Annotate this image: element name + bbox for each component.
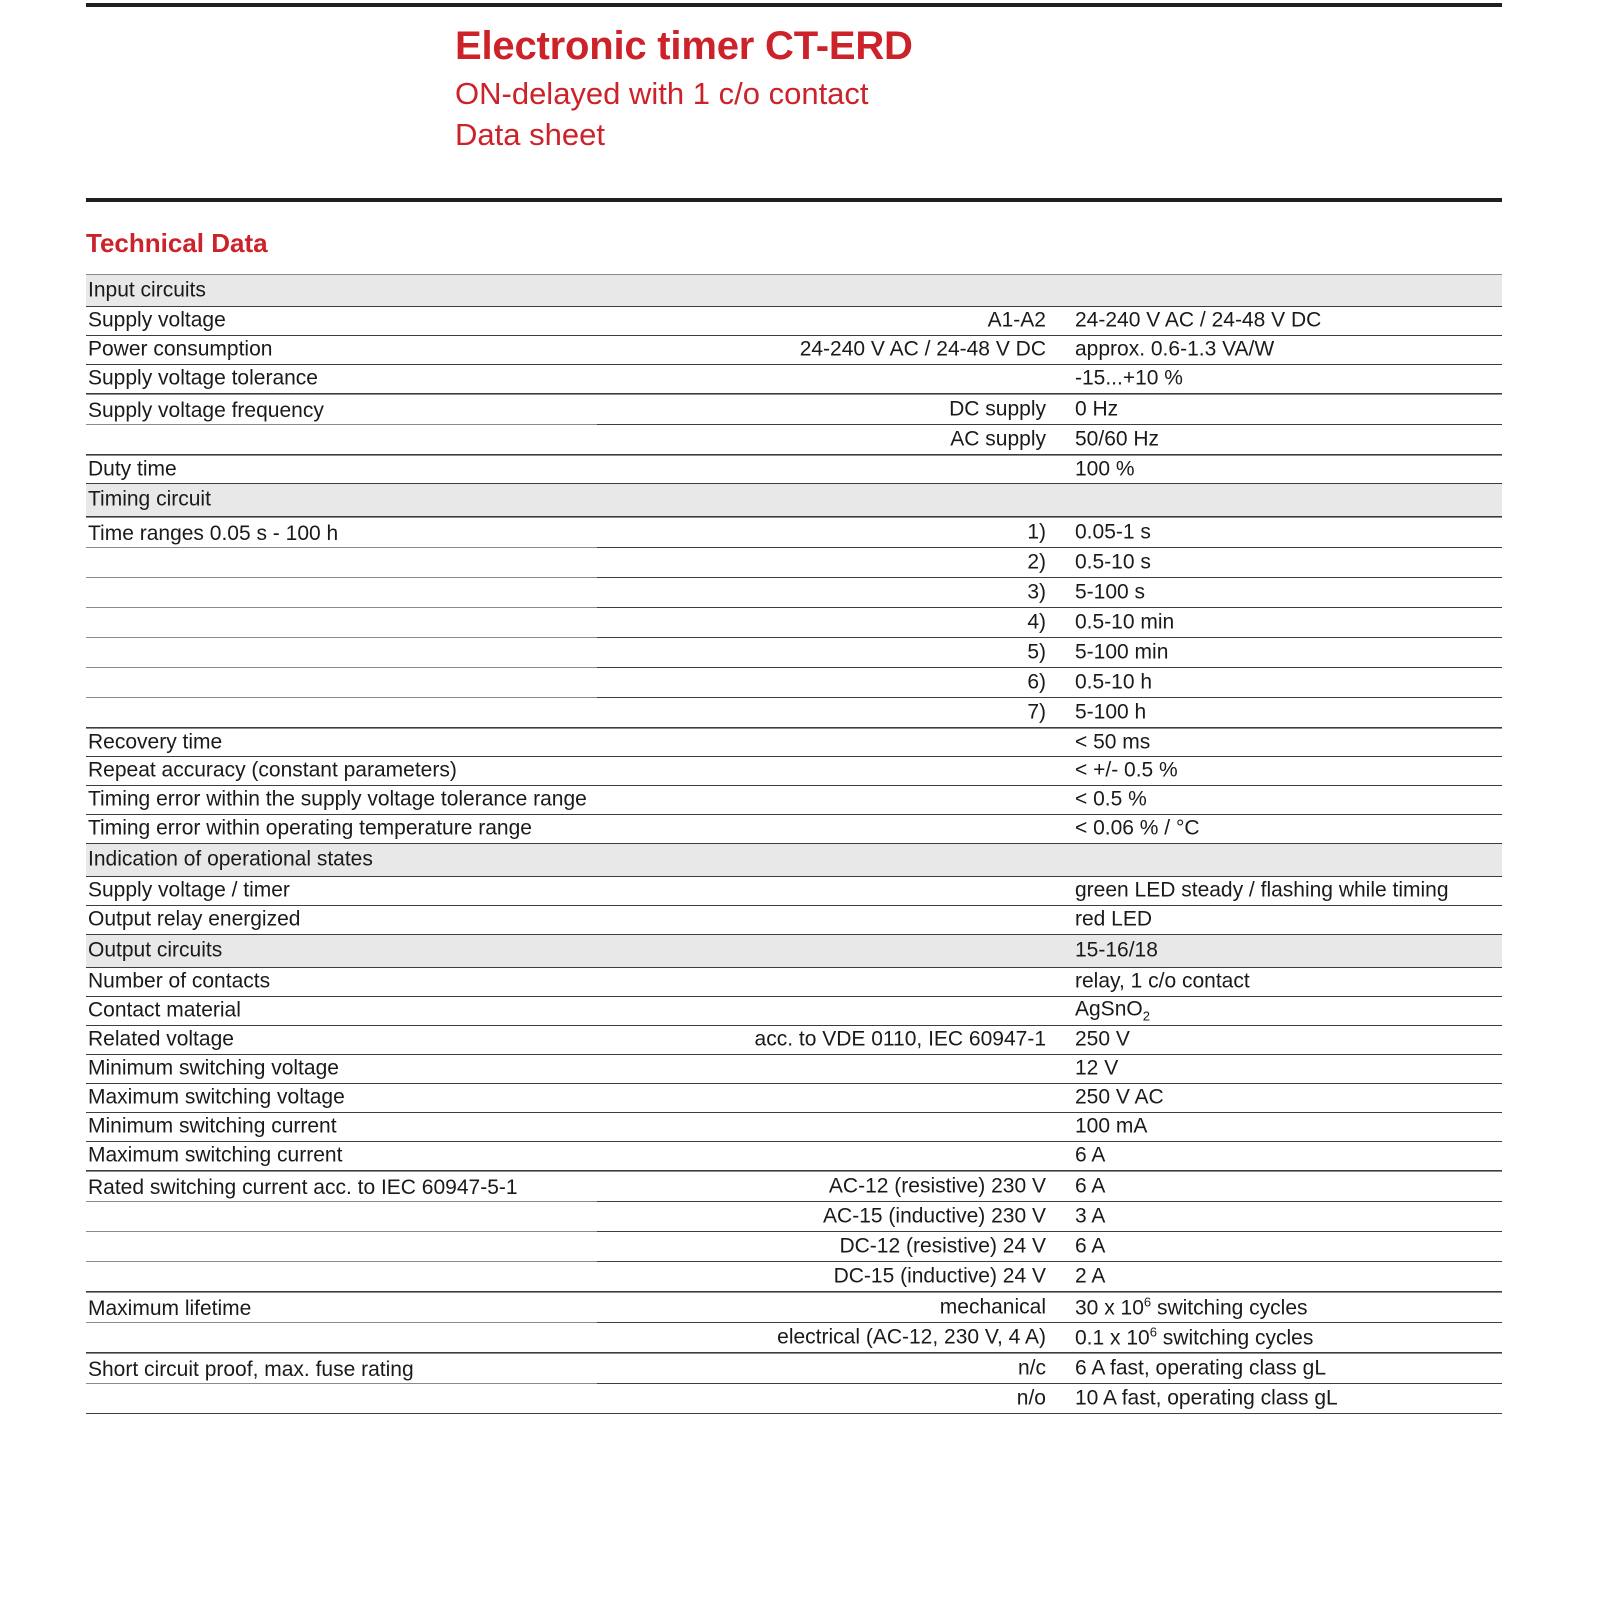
row-qualifier: DC-15 (inductive) 24 V [833, 1264, 1046, 1288]
row-value: 2 A [1075, 1264, 1106, 1288]
table-subrow [86, 1383, 1502, 1413]
row-label: Repeat accuracy (constant parameters) [88, 758, 457, 782]
row-value: 100 % [1075, 457, 1135, 481]
row-qualifier: DC supply [949, 397, 1046, 421]
row-label: Timing error within the supply voltage tolerance range [88, 787, 587, 811]
row-value: 0.1 x $10^6$ switching cycles [1075, 1323, 1314, 1349]
row-qualifier: acc. to VDE 0110, IEC 60947-1 [754, 1027, 1046, 1051]
group-header-label: Indication of operational states [88, 847, 373, 871]
row-value: approx. 0.6-1.3 VA/W [1075, 337, 1275, 361]
table-group-header [86, 484, 1502, 517]
row-value: 12 V [1075, 1056, 1119, 1080]
row-label: Supply voltage frequency [88, 399, 324, 422]
table-subrow [86, 1172, 1502, 1201]
row-label: Supply voltage [88, 308, 226, 332]
table-row [86, 307, 1502, 336]
row-qualifier: 5) [1027, 640, 1046, 664]
table-row [86, 728, 1502, 757]
section-heading-technical-data: Technical Data [86, 228, 268, 258]
row-value: 50/60 Hz [1075, 427, 1160, 451]
table-subrow [86, 395, 1502, 424]
row-qualifier: DC-12 (resistive) 24 V [839, 1234, 1046, 1258]
row-qualifier: 3) [1027, 580, 1046, 604]
group-header-value: 15-16/18 [1075, 938, 1158, 962]
row-value: 0.5-10 min [1075, 610, 1175, 634]
table-row [86, 1026, 1502, 1055]
row-label: Supply voltage / timer [88, 878, 290, 902]
table-row [86, 517, 1502, 728]
header-divider-rule [86, 198, 1502, 202]
row-value: 6 A [1075, 1143, 1106, 1167]
row-label: Maximum switching current [88, 1143, 343, 1167]
row-value: 10 A fast, operating class gL [1075, 1386, 1338, 1410]
row-value: 0.5-10 s [1075, 550, 1151, 574]
table-row [86, 786, 1502, 815]
row-label: Recovery time [88, 730, 223, 754]
table-subrow [86, 577, 1502, 607]
row-value: 250 V [1075, 1027, 1130, 1051]
row-value: 5-100 min [1075, 640, 1169, 664]
row-qualifier: 1) [1027, 520, 1046, 544]
table-row [86, 757, 1502, 786]
row-value: 0.05-1 s [1075, 520, 1151, 544]
table-group-header [86, 844, 1502, 877]
row-label: Output relay energized [88, 907, 301, 931]
table-row [86, 1292, 1502, 1353]
row-label: Power consumption [88, 337, 273, 361]
row-value: 6 A [1075, 1234, 1106, 1258]
table-subrow [86, 1293, 1502, 1322]
table-subrow [86, 1201, 1502, 1231]
row-qualifier: n/o [1016, 1386, 1046, 1410]
top-rule [86, 3, 1502, 7]
table-row [86, 455, 1502, 484]
table-row [86, 877, 1502, 906]
table-row [86, 394, 1502, 455]
table-row [86, 997, 1502, 1026]
row-value: red LED [1075, 907, 1153, 931]
group-header-label: Timing circuit [88, 487, 211, 511]
technical-data-table [86, 274, 1502, 1414]
row-value: 6 A fast, operating class gL [1075, 1356, 1326, 1380]
table-row [86, 1084, 1502, 1113]
row-qualifier: n/c [1017, 1356, 1046, 1380]
group-header-label: Output circuits [88, 938, 223, 962]
table-subrow [86, 1322, 1502, 1352]
row-value: < 0.06 % / °C [1075, 816, 1200, 840]
table-subrow [86, 637, 1502, 667]
row-value: < 50 ms [1075, 730, 1151, 754]
row-value: AgSnO$_2$ [1075, 997, 1150, 1024]
table-subrow [86, 697, 1502, 727]
table-row [86, 968, 1502, 997]
row-value: relay, 1 c/o contact [1075, 969, 1250, 993]
row-value: < 0.5 % [1075, 787, 1147, 811]
table-row [86, 815, 1502, 844]
table-subrow [86, 518, 1502, 547]
table-subrow [86, 667, 1502, 697]
group-header-label: Input circuits [88, 278, 206, 302]
row-label: Minimum switching voltage [88, 1056, 339, 1080]
row-label: Rated switching current acc. to IEC 60947-5-1 [88, 1176, 518, 1199]
table-row [86, 1353, 1502, 1414]
row-label: Related voltage [88, 1027, 234, 1051]
row-value: 5-100 s [1075, 580, 1146, 604]
row-value: 30 x $10^6$ switching cycles [1075, 1293, 1308, 1319]
row-label: Number of contacts [88, 969, 271, 993]
page-title: Electronic timer CT-ERD [455, 24, 913, 68]
row-value: < +/- 0.5 % [1075, 758, 1178, 782]
row-label: Timing error within operating temperature range [88, 816, 532, 840]
row-value: 0.5-10 h [1075, 670, 1153, 694]
table-row [86, 1055, 1502, 1084]
row-value: 24-240 V AC / 24-48 V DC [1075, 308, 1322, 332]
row-value: -15...+10 % [1075, 366, 1183, 390]
row-qualifier: AC-12 (resistive) 230 V [828, 1174, 1046, 1198]
row-qualifier: 7) [1027, 700, 1046, 724]
table-row [86, 1142, 1502, 1171]
table-subrow [86, 1261, 1502, 1291]
table-row [86, 906, 1502, 935]
title-block [455, 26, 1495, 151]
table-subrow [86, 424, 1502, 454]
row-label: Time ranges 0.05 s - 100 h [88, 522, 339, 545]
document-type: Data sheet [455, 116, 605, 152]
row-qualifier: 4) [1027, 610, 1046, 634]
row-qualifier: mechanical [939, 1295, 1046, 1319]
row-qualifier: electrical (AC-12, 230 V, 4 A) [777, 1325, 1046, 1349]
row-qualifier: 24-240 V AC / 24-48 V DC [799, 337, 1046, 361]
table-subrow [86, 607, 1502, 637]
table-group-header [86, 935, 1502, 968]
row-value: 6 A [1075, 1174, 1106, 1198]
row-label: Supply voltage tolerance [88, 366, 318, 390]
row-value: 5-100 h [1075, 700, 1147, 724]
row-value: 100 mA [1075, 1114, 1148, 1138]
row-label: Short circuit proof, max. fuse rating [88, 1358, 414, 1381]
row-value: 0 Hz [1075, 397, 1119, 421]
row-qualifier: A1-A2 [987, 308, 1046, 332]
footer-clipped-text [0, 1588, 1600, 1600]
row-qualifier: AC supply [950, 427, 1046, 451]
row-qualifier: 2) [1027, 550, 1046, 574]
table-subrow [86, 1231, 1502, 1261]
row-value: 3 A [1075, 1204, 1106, 1228]
table-subrow [86, 547, 1502, 577]
row-qualifier: 6) [1027, 670, 1046, 694]
table-group-header [86, 274, 1502, 307]
table-row [86, 1171, 1502, 1292]
table-row [86, 365, 1502, 394]
row-label: Duty time [88, 457, 177, 481]
row-value: 250 V AC [1075, 1085, 1164, 1109]
table-subrow [86, 1354, 1502, 1383]
table-row [86, 1113, 1502, 1142]
row-label: Contact material [88, 998, 241, 1022]
row-label: Maximum switching voltage [88, 1085, 345, 1109]
row-value: green LED steady / flashing while timing [1075, 878, 1449, 902]
row-qualifier: AC-15 (inductive) 230 V [823, 1204, 1046, 1228]
row-label: Maximum lifetime [88, 1297, 252, 1320]
page-subtitle: ON-delayed with 1 c/o contact [455, 76, 869, 111]
row-label: Minimum switching current [88, 1114, 337, 1138]
table-row [86, 336, 1502, 365]
